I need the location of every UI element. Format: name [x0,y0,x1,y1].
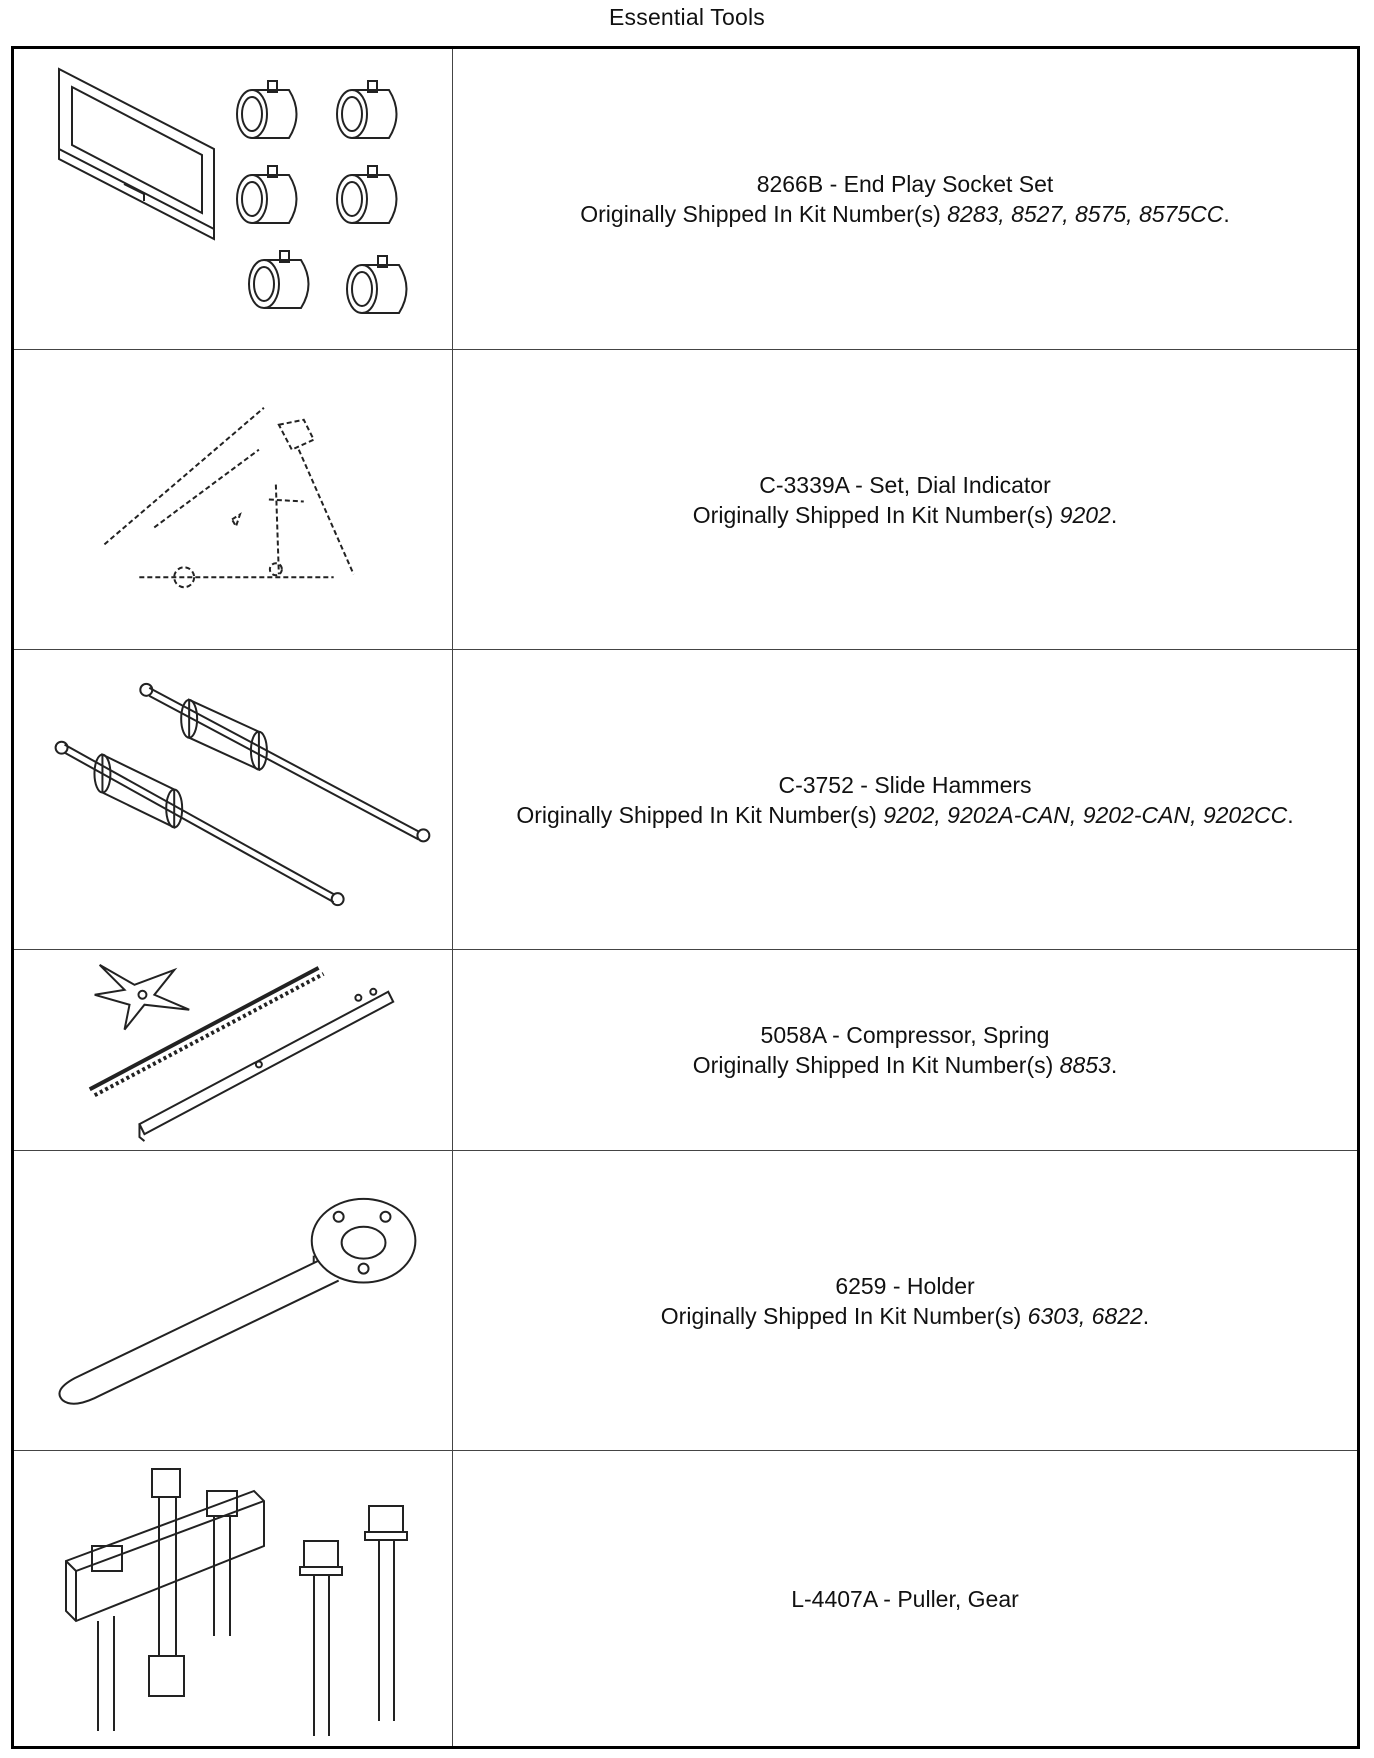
kits-prefix: Originally Shipped In Kit Number(s) [516,801,884,828]
tool-description [453,1451,1357,1746]
kits-suffix: . [1110,501,1118,528]
tool-name: C-3752 - Slide Hammers [778,771,1032,798]
kits-prefix: Originally Shipped In Kit Number(s) [580,201,948,227]
tool-row-l4407a [14,1451,1357,1746]
tool-description [453,1151,1357,1450]
tool-row-5058a [14,950,1357,1151]
socket-drawings [237,81,407,313]
slide-hammers-illustration [14,650,453,949]
kit-numbers: 8283, 8527, 8575, 8575CC [947,201,1224,227]
kits-prefix: Originally Shipped In Kit Number(s) [692,501,1060,528]
tool-kits-line [516,800,1293,830]
tool-description [453,49,1357,349]
tool-row-c3339a [14,350,1357,650]
tool-row-6259 [14,1151,1357,1451]
kits-suffix: . [1142,1302,1150,1329]
tool-kits-line [693,500,1117,530]
kits-suffix: . [1287,801,1294,828]
holder-wrench-drawing [59,1199,415,1404]
spring-compressor-drawing [90,965,393,1141]
tool-row-8266b [14,49,1357,350]
tool-description [453,650,1357,949]
end-play-socket-set-illustration [14,49,453,349]
spring-compressor-illustration [14,950,453,1150]
tool-kits-line [693,1050,1117,1080]
tool-name: 5058A - Compressor, Spring [760,1022,1050,1048]
holder-illustration [14,1151,453,1450]
tool-row-c3752 [14,650,1357,950]
kits-prefix: Originally Shipped In Kit Number(s) [692,1052,1060,1078]
dial-indicator-set-illustration [14,350,453,649]
tool-description [453,350,1357,649]
kits-suffix: . [1223,201,1230,227]
socket-tray-drawing [59,69,214,239]
page-title: Essential Tools [609,4,765,30]
kit-numbers: 8853 [1059,1052,1111,1078]
slide-hammer-drawing-lower [56,742,344,905]
tool-name: 8266B - End Play Socket Set [756,171,1054,197]
gear-puller-body-drawing [66,1469,264,1731]
kits-prefix: Originally Shipped In Kit Number(s) [660,1302,1028,1329]
tool-name: C-3339A - Set, Dial Indicator [759,471,1051,498]
kit-numbers: 9202 [1059,501,1111,528]
kits-suffix: . [1110,1052,1118,1078]
tool-kits-line [580,199,1230,229]
kit-numbers: 9202, 9202A-CAN, 9202-CAN, 9202CC [883,801,1288,828]
tool-name: L-4407A - Puller, Gear [791,1585,1019,1612]
tool-description [453,950,1357,1150]
kit-numbers: 6303, 6822 [1027,1302,1143,1329]
essential-tools-table [11,46,1360,1749]
puller-bolt-drawings [300,1506,407,1736]
tool-kits-line [661,1301,1149,1331]
gear-puller-illustration [14,1451,453,1746]
dial-indicator-drawing [104,408,353,587]
tool-name: 6259 - Holder [835,1272,975,1299]
